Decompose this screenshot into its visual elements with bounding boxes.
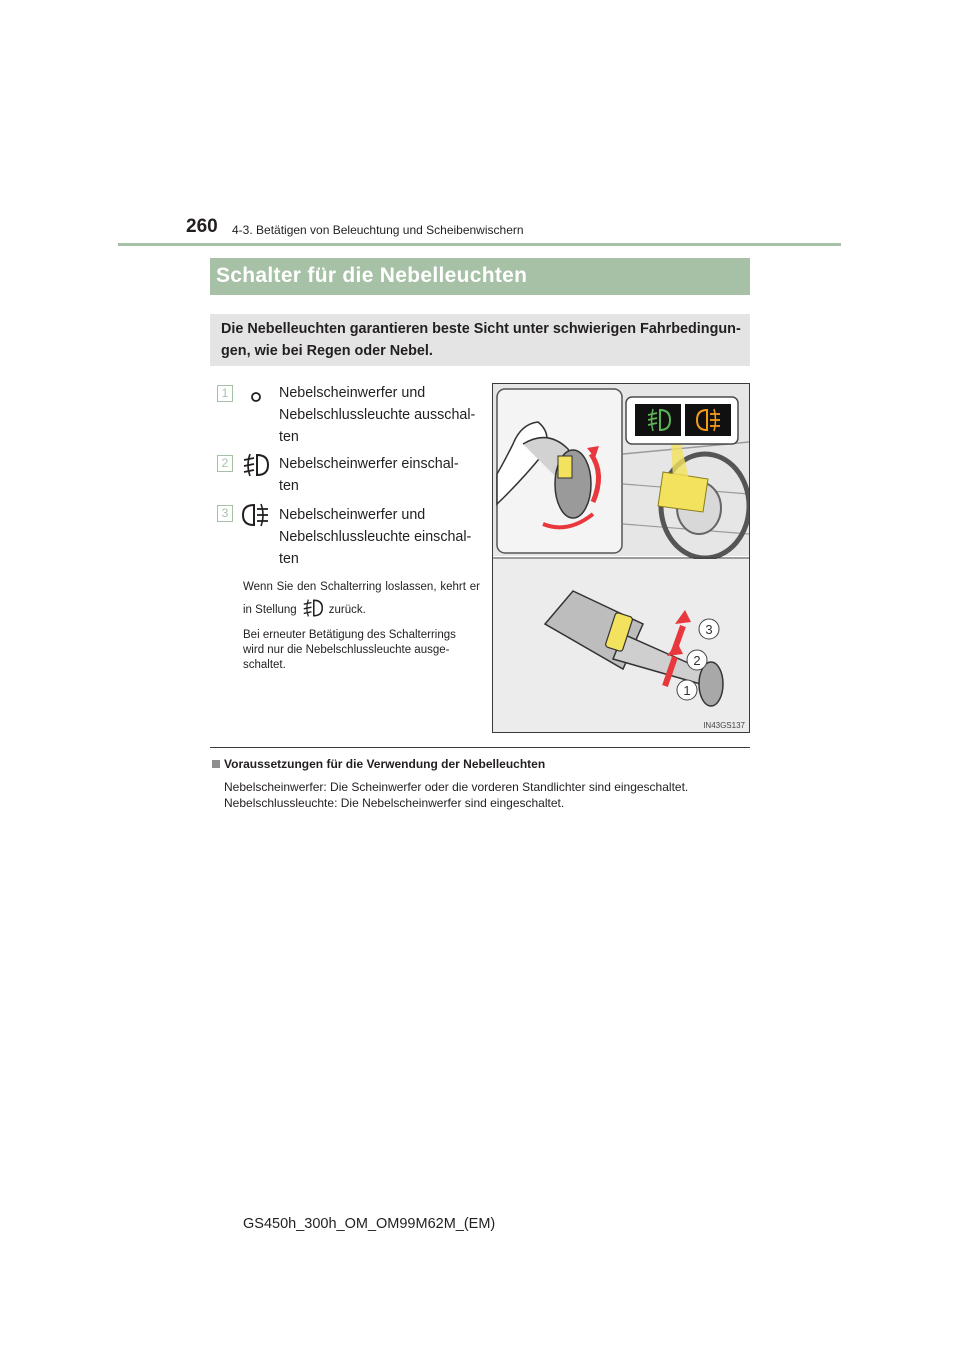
- chapter-title: 4-3. Betätigen von Beleuchtung und Scheibenwischern: [232, 223, 524, 237]
- figure-code: IN43GS137: [703, 721, 745, 730]
- return-note-after: zurück.: [328, 604, 366, 616]
- section-banner: [210, 258, 750, 295]
- intro-line: Die Nebelleuchten garantieren beste Sicht unter schwierigen Fahrbedingun-: [221, 321, 741, 337]
- second-operation-note: [243, 628, 480, 673]
- fog-light-switch-illustration: [493, 384, 749, 732]
- note-line: Bei erneuter Betätigung des Schalterrings: [243, 629, 456, 641]
- intro-text: [221, 318, 743, 362]
- header-divider: [118, 243, 841, 246]
- note-line: wird nur die Nebelschlussleuchte ausge-: [243, 644, 450, 656]
- item-number-badge: 2: [217, 455, 233, 472]
- item-line: Nebelscheinwerfer und: [279, 385, 426, 401]
- section-title: Schalter für die Nebelleuchten: [216, 264, 528, 287]
- conditions-title: [212, 757, 545, 771]
- return-note: [243, 576, 480, 621]
- note-line: schaltet.: [243, 659, 286, 671]
- front-fog-light-icon: [301, 598, 325, 618]
- footer-document-code: GS450h_300h_OM_OM99M62M_(EM): [243, 1216, 496, 1232]
- section-divider: [210, 747, 750, 748]
- item-line: Nebelscheinwerfer und: [279, 507, 426, 523]
- conditions-title-text: Voraussetzungen für die Verwendung der Nebelleuchten: [224, 757, 546, 771]
- fog-light-switch-figure: [492, 383, 750, 733]
- item-number-badge: 3: [217, 505, 233, 522]
- item-line: Nebelscheinwerfer einschal-: [279, 456, 459, 472]
- figure-callout: 3: [705, 622, 713, 637]
- off-circle-icon: [241, 386, 271, 408]
- item-text: [279, 504, 480, 570]
- front-fog-light-icon: [241, 452, 271, 478]
- condition-line: Nebelscheinwerfer: Die Scheinwerfer oder die vorderen Standlichter sind eingeschaltet.: [224, 780, 689, 794]
- item-line: ten: [279, 551, 299, 567]
- page-number: 260: [186, 216, 218, 237]
- item-line: ten: [279, 478, 299, 494]
- item-text: [279, 382, 480, 448]
- item-line: ten: [279, 429, 299, 445]
- item-line: Nebelschlussleuchte ausschal-: [279, 407, 476, 423]
- item-line: Nebelschlussleuchte einschal-: [279, 529, 472, 545]
- intro-line: gen, wie bei Regen oder Nebel.: [221, 343, 433, 359]
- return-note-before: Wenn Sie den Schalterring loslassen, kehrt er in Stellung: [243, 581, 480, 616]
- bullet-square-icon: [212, 760, 220, 768]
- figure-callout: 1: [683, 683, 691, 698]
- intro-box: [210, 314, 750, 366]
- figure-callout: 2: [693, 653, 701, 668]
- rear-fog-light-icon: [241, 502, 271, 528]
- item-text: [279, 453, 480, 497]
- item-number-badge: 1: [217, 385, 233, 402]
- condition-line: Nebelschlussleuchte: Die Nebelscheinwerfer sind eingeschaltet.: [224, 796, 565, 810]
